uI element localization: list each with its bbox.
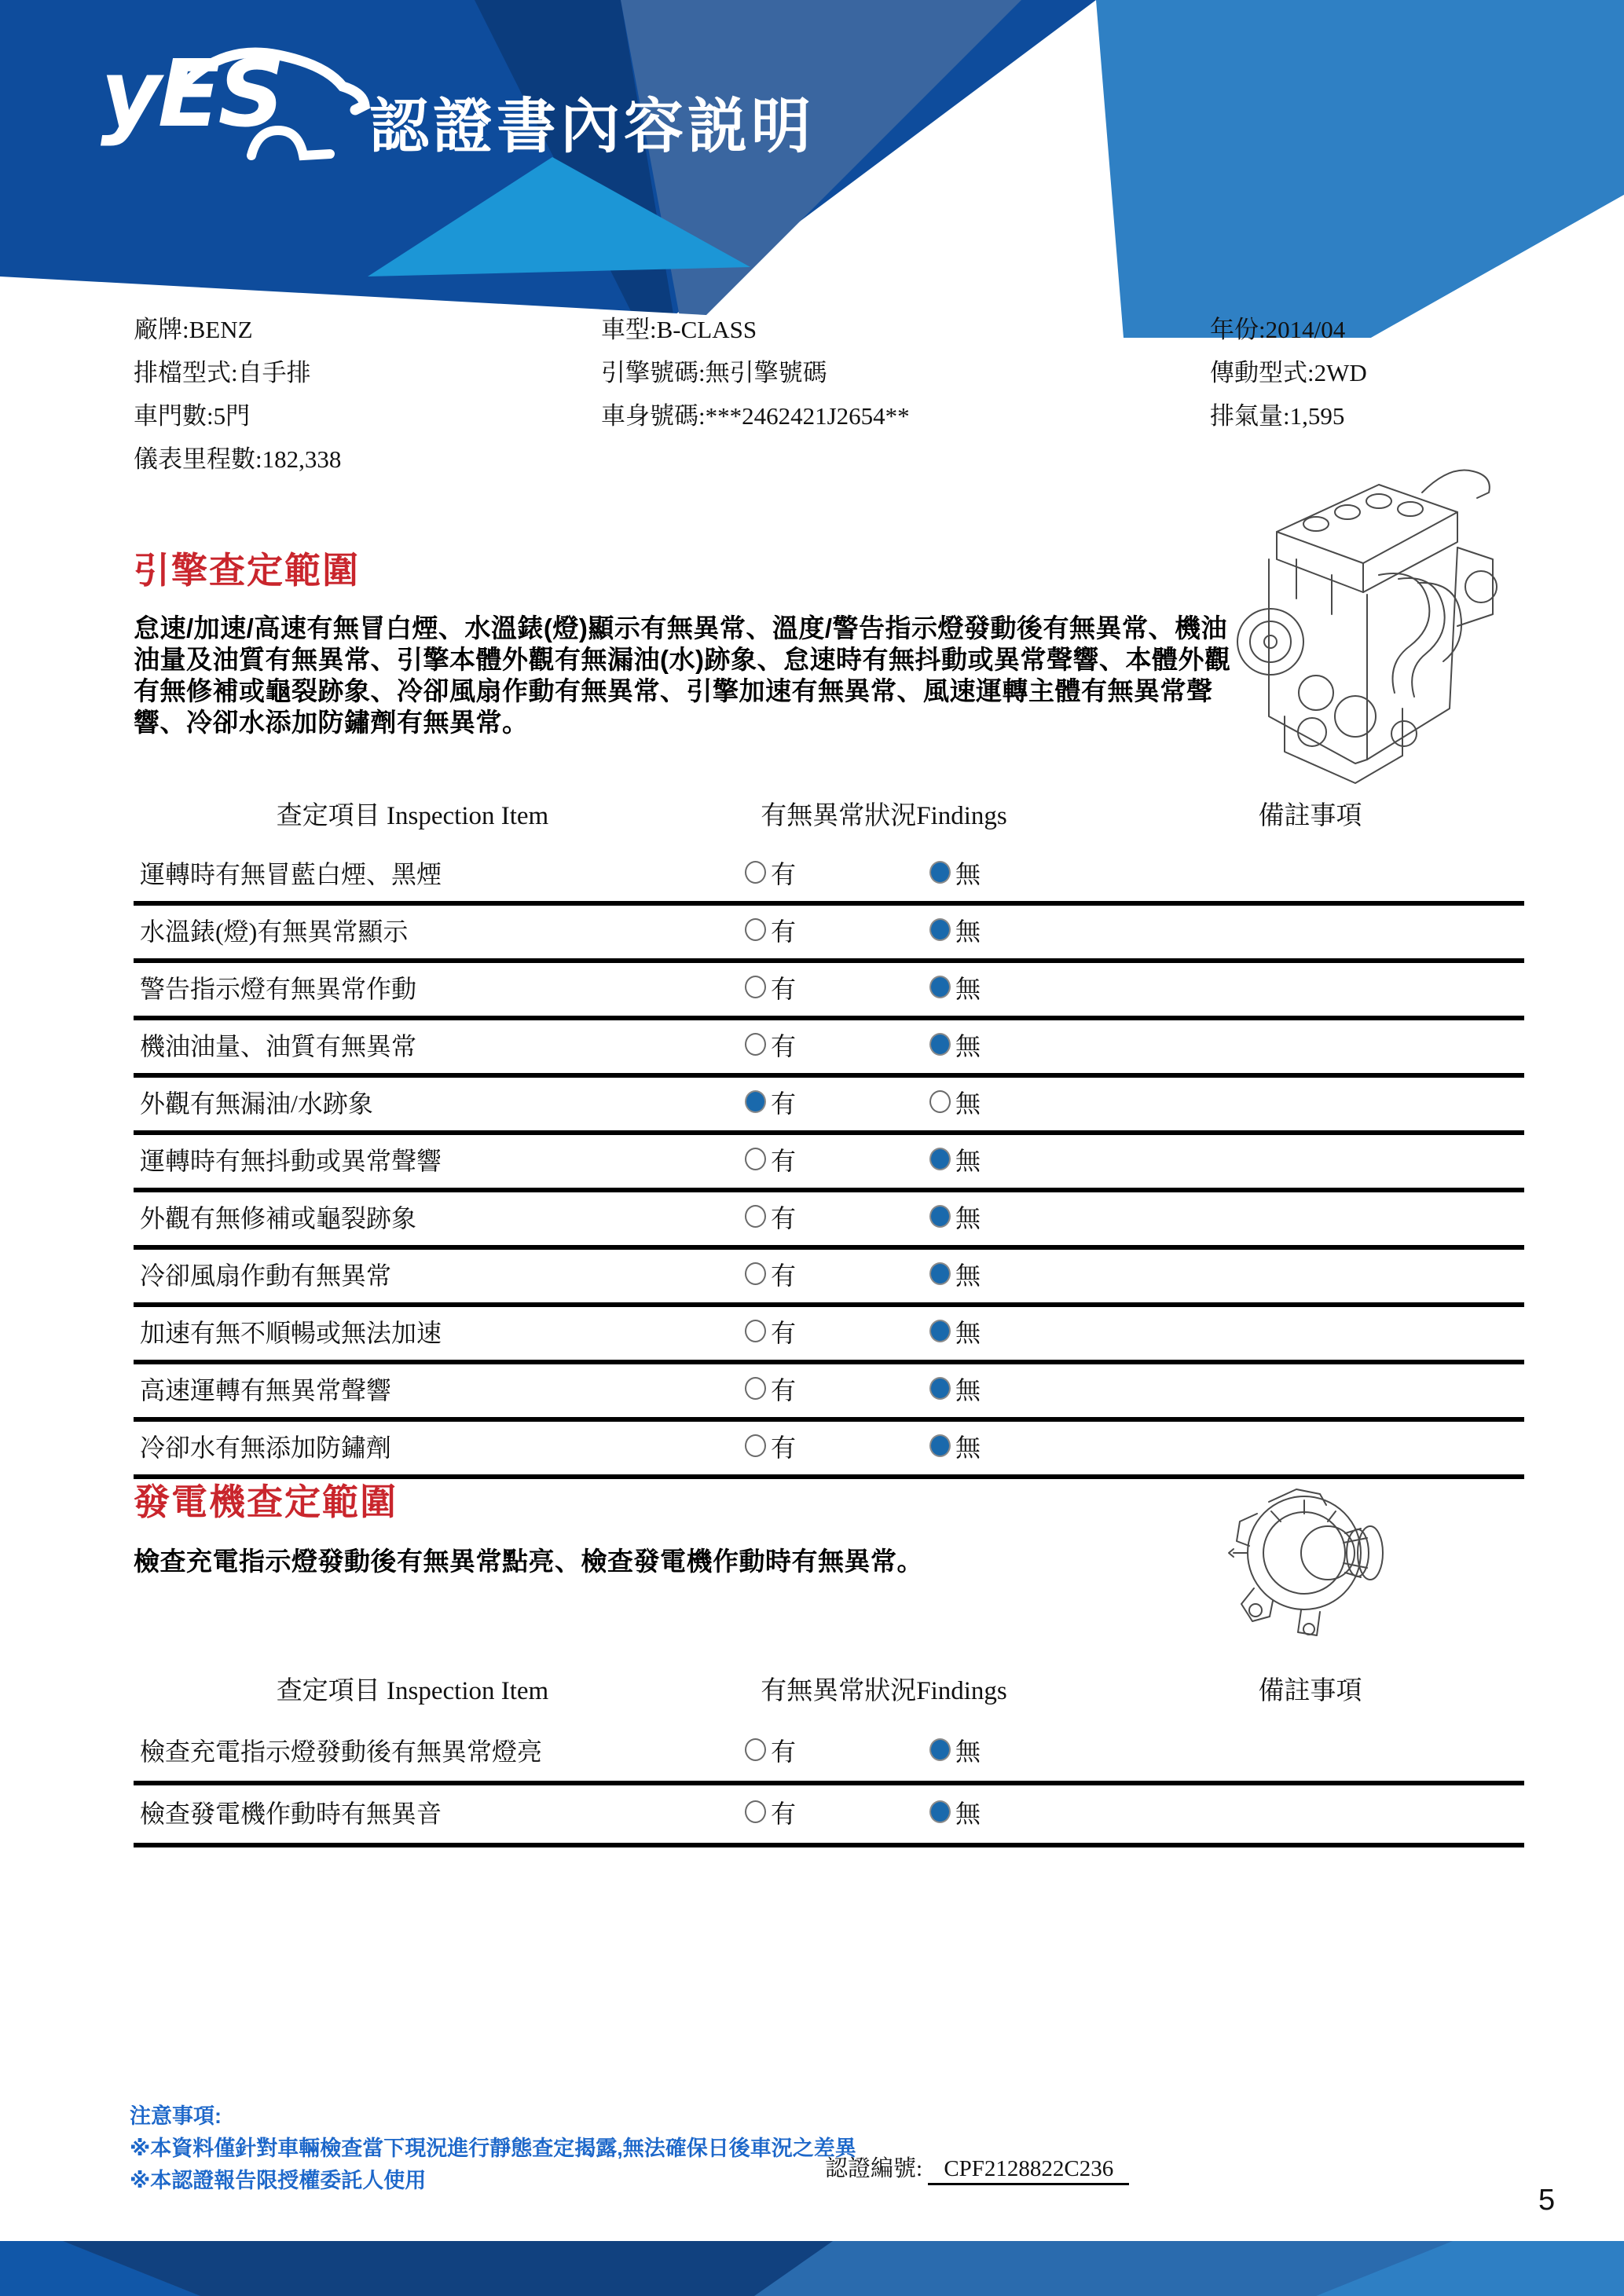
inspection-item-label: 冷卻風扇作動有無異常 [140,1261,392,1290]
finding-no-radio[interactable] [929,1192,981,1240]
radio-selected-icon[interactable] [929,1434,951,1457]
radio-option-label: 無 [955,1031,981,1060]
vehicle-info-field: 廠牌:BENZ [134,316,253,343]
finding-yes-radio[interactable] [745,1020,796,1068]
engine-section-description: 怠速/加速/高速有無冒白煙、水溫錶(燈)顯示有無異常、溫度/警告指示燈發動後有無異常、機油油量及油質有無異常、引擎本體外觀有無漏油(水)跡象、怠速時有無抖動或異常聲響、本體外觀有無修補或龜裂跡象、冷卻風扇作動有無異常、引擎加速有無異常、風速運轉主體有無異常聲響、冷卻水添加防鏽劑有無異常。 [134,613,1231,737]
radio-selected-icon[interactable] [929,1377,951,1400]
inspection-item-label: 警告指示燈有無異常作動 [140,974,417,1003]
notes-block [130,2100,856,2192]
finding-yes-radio[interactable] [745,1723,796,1776]
radio-option-label: 有 [771,917,797,946]
inspection-row [134,1785,1524,1847]
inspection-row [134,1364,1524,1422]
radio-option-label: 有 [771,1261,797,1290]
radio-unselected-icon[interactable] [745,861,766,884]
column-header-remarks: 備註事項 [1258,802,1362,830]
finding-yes-radio[interactable] [745,1422,796,1470]
finding-yes-radio[interactable] [745,848,796,896]
inspection-row [134,963,1524,1020]
engine-inspection-table [134,784,1524,1479]
finding-yes-radio[interactable] [745,906,796,954]
radio-option-label: 有 [771,1433,797,1462]
column-header-findings: 有無異常狀況Findings [761,802,1007,830]
certificate-number-label: 認證編號: [825,2156,923,2181]
inspection-row [134,1307,1524,1364]
finding-no-radio[interactable] [929,1135,981,1183]
inspection-row [134,1723,1524,1785]
radio-option-label: 有 [771,859,797,888]
radio-selected-icon[interactable] [745,1090,766,1113]
footer-banner-graphic [0,2241,1624,2296]
finding-yes-radio[interactable] [745,1364,796,1412]
note-line: ※本認證報告限授權委託人使用 [130,2169,427,2192]
inspection-item-label: 高速運轉有無異常聲響 [140,1375,392,1404]
finding-no-radio[interactable] [929,848,981,896]
radio-selected-icon[interactable] [929,861,951,884]
radio-option-label: 無 [955,1433,981,1462]
car-silhouette-icon [176,38,372,171]
radio-option-label: 有 [771,1799,797,1828]
radio-unselected-icon[interactable] [929,1090,951,1113]
vehicle-info-field: 傳動型式:2WD [1210,359,1367,386]
radio-option-label: 無 [955,1737,981,1766]
radio-option-label: 有 [771,1089,797,1118]
page-number: 5 [1538,2184,1556,2217]
vehicle-info-field: 年份:2014/04 [1210,316,1346,343]
notes-title: 注意事項: [130,2104,222,2128]
inspection-item-label: 冷卻水有無添加防鏽劑 [140,1433,392,1462]
vehicle-info-column-3 [1210,308,1367,438]
vehicle-info-field: 車型:B-CLASS [601,316,757,343]
inspection-item-label: 檢查充電指示燈發動後有無異常燈亮 [140,1737,543,1766]
vehicle-info-field: 排氣量:1,595 [1210,402,1345,430]
inspection-row [134,906,1524,963]
radio-option-label: 無 [955,1375,981,1404]
radio-selected-icon[interactable] [929,918,951,941]
radio-option-label: 無 [955,1089,981,1118]
radio-unselected-icon[interactable] [745,976,766,998]
finding-yes-radio[interactable] [745,963,796,1011]
inspection-row [134,1422,1524,1479]
radio-unselected-icon[interactable] [745,1205,766,1228]
certificate-number-row [825,2151,1129,2183]
radio-option-label: 有 [771,1203,797,1232]
generator-section-title: 發電機查定範圍 [134,1481,398,1522]
column-header-remarks: 備註事項 [1258,1677,1362,1705]
radio-option-label: 無 [955,1261,981,1290]
engine-section-title: 引擎查定範圍 [134,550,360,591]
finding-no-radio[interactable] [929,1422,981,1470]
inspection-row [134,848,1524,906]
table-header-row [134,784,1524,848]
finding-no-radio[interactable] [929,963,981,1011]
yes-logo-text: yES [101,39,282,148]
radio-unselected-icon[interactable] [745,1377,766,1400]
finding-yes-radio[interactable] [745,1192,796,1240]
finding-no-radio[interactable] [929,1078,981,1126]
radio-option-label: 無 [955,974,981,1003]
radio-selected-icon[interactable] [929,976,951,998]
vehicle-info-field: 車門數:5門 [134,402,251,430]
finding-no-radio[interactable] [929,1364,981,1412]
radio-unselected-icon[interactable] [745,1033,766,1056]
finding-yes-radio[interactable] [745,1785,796,1838]
finding-no-radio[interactable] [929,1020,981,1068]
generator-section-description: 檢查充電指示燈發動後有無異常點亮、檢查發電機作動時有無異常。 [134,1547,923,1576]
radio-selected-icon[interactable] [929,1205,951,1228]
inspection-item-label: 加速有無不順暢或無法加速 [140,1318,442,1347]
radio-selected-icon[interactable] [929,1033,951,1056]
inspection-row [134,1020,1524,1078]
certificate-number-value: CPF2128822C236 [928,2156,1129,2185]
column-header-findings: 有無異常狀況Findings [761,1677,1007,1705]
finding-yes-radio[interactable] [745,1250,796,1298]
inspection-row [134,1250,1524,1307]
radio-option-label: 無 [955,1146,981,1175]
inspection-item-label: 外觀有無修補或龜裂跡象 [140,1203,417,1232]
radio-unselected-icon[interactable] [745,1738,766,1761]
finding-no-radio[interactable] [929,906,981,954]
radio-unselected-icon[interactable] [745,1148,766,1170]
inspection-item-label: 運轉時有無抖動或異常聲響 [140,1146,442,1175]
radio-option-label: 無 [955,917,981,946]
finding-no-radio[interactable] [929,1250,981,1298]
radio-unselected-icon[interactable] [745,1262,766,1285]
vehicle-info-column-1 [134,308,341,481]
radio-unselected-icon[interactable] [745,1434,766,1457]
alternator-illustration [1226,1478,1399,1643]
radio-selected-icon[interactable] [929,1800,951,1823]
finding-yes-radio[interactable] [745,1078,796,1126]
yes-logo [101,39,360,173]
column-header-item: 查定項目 Inspection Item [276,802,549,830]
radio-selected-icon[interactable] [929,1148,951,1170]
radio-option-label: 有 [771,1737,797,1766]
radio-selected-icon[interactable] [929,1738,951,1761]
finding-yes-radio[interactable] [745,1307,796,1355]
radio-option-label: 無 [955,859,981,888]
finding-no-radio[interactable] [929,1723,981,1776]
vehicle-info-field: 引擎號碼:無引擎號碼 [601,359,827,386]
inspection-row [134,1135,1524,1192]
radio-option-label: 有 [771,1146,797,1175]
finding-no-radio[interactable] [929,1785,981,1838]
table-header-row [134,1659,1524,1723]
inspection-item-label: 外觀有無漏油/水跡象 [140,1089,373,1118]
vehicle-info-field: 儀表里程數:182,338 [134,445,342,473]
finding-no-radio[interactable] [929,1307,981,1355]
radio-selected-icon[interactable] [929,1262,951,1285]
generator-inspection-table [134,1659,1524,1847]
radio-selected-icon[interactable] [929,1320,951,1342]
radio-option-label: 無 [955,1799,981,1828]
finding-yes-radio[interactable] [745,1135,796,1183]
inspection-item-label: 水溫錶(燈)有無異常顯示 [140,917,409,946]
inspection-row [134,1192,1524,1250]
radio-unselected-icon[interactable] [745,1320,766,1342]
radio-unselected-icon[interactable] [745,1800,766,1823]
inspection-item-label: 機油油量、油質有無異常 [140,1031,417,1060]
vehicle-info-field: 車身號碼:***2462421J2654** [601,402,910,430]
vehicle-info-column-2 [601,308,910,438]
radio-option-label: 有 [771,1031,797,1060]
inspection-item-label: 運轉時有無冒藍白煙、黑煙 [140,859,442,888]
inspection-row [134,1078,1524,1135]
radio-option-label: 有 [771,974,797,1003]
page-title: 認證書內容説明 [369,93,815,160]
column-header-item: 查定項目 Inspection Item [276,1677,549,1705]
engine-illustration [1222,457,1532,791]
radio-option-label: 無 [955,1318,981,1347]
vehicle-info-field: 排檔型式:自手排 [134,359,311,386]
radio-option-label: 有 [771,1375,797,1404]
inspection-item-label: 檢查發電機作動時有無異音 [140,1799,442,1828]
radio-option-label: 有 [771,1318,797,1347]
note-line: ※本資料僅針對車輛檢查當下現況進行靜態查定揭露,無法確保日後車況之差異 [130,2137,856,2160]
radio-unselected-icon[interactable] [745,918,766,941]
radio-option-label: 無 [955,1203,981,1232]
